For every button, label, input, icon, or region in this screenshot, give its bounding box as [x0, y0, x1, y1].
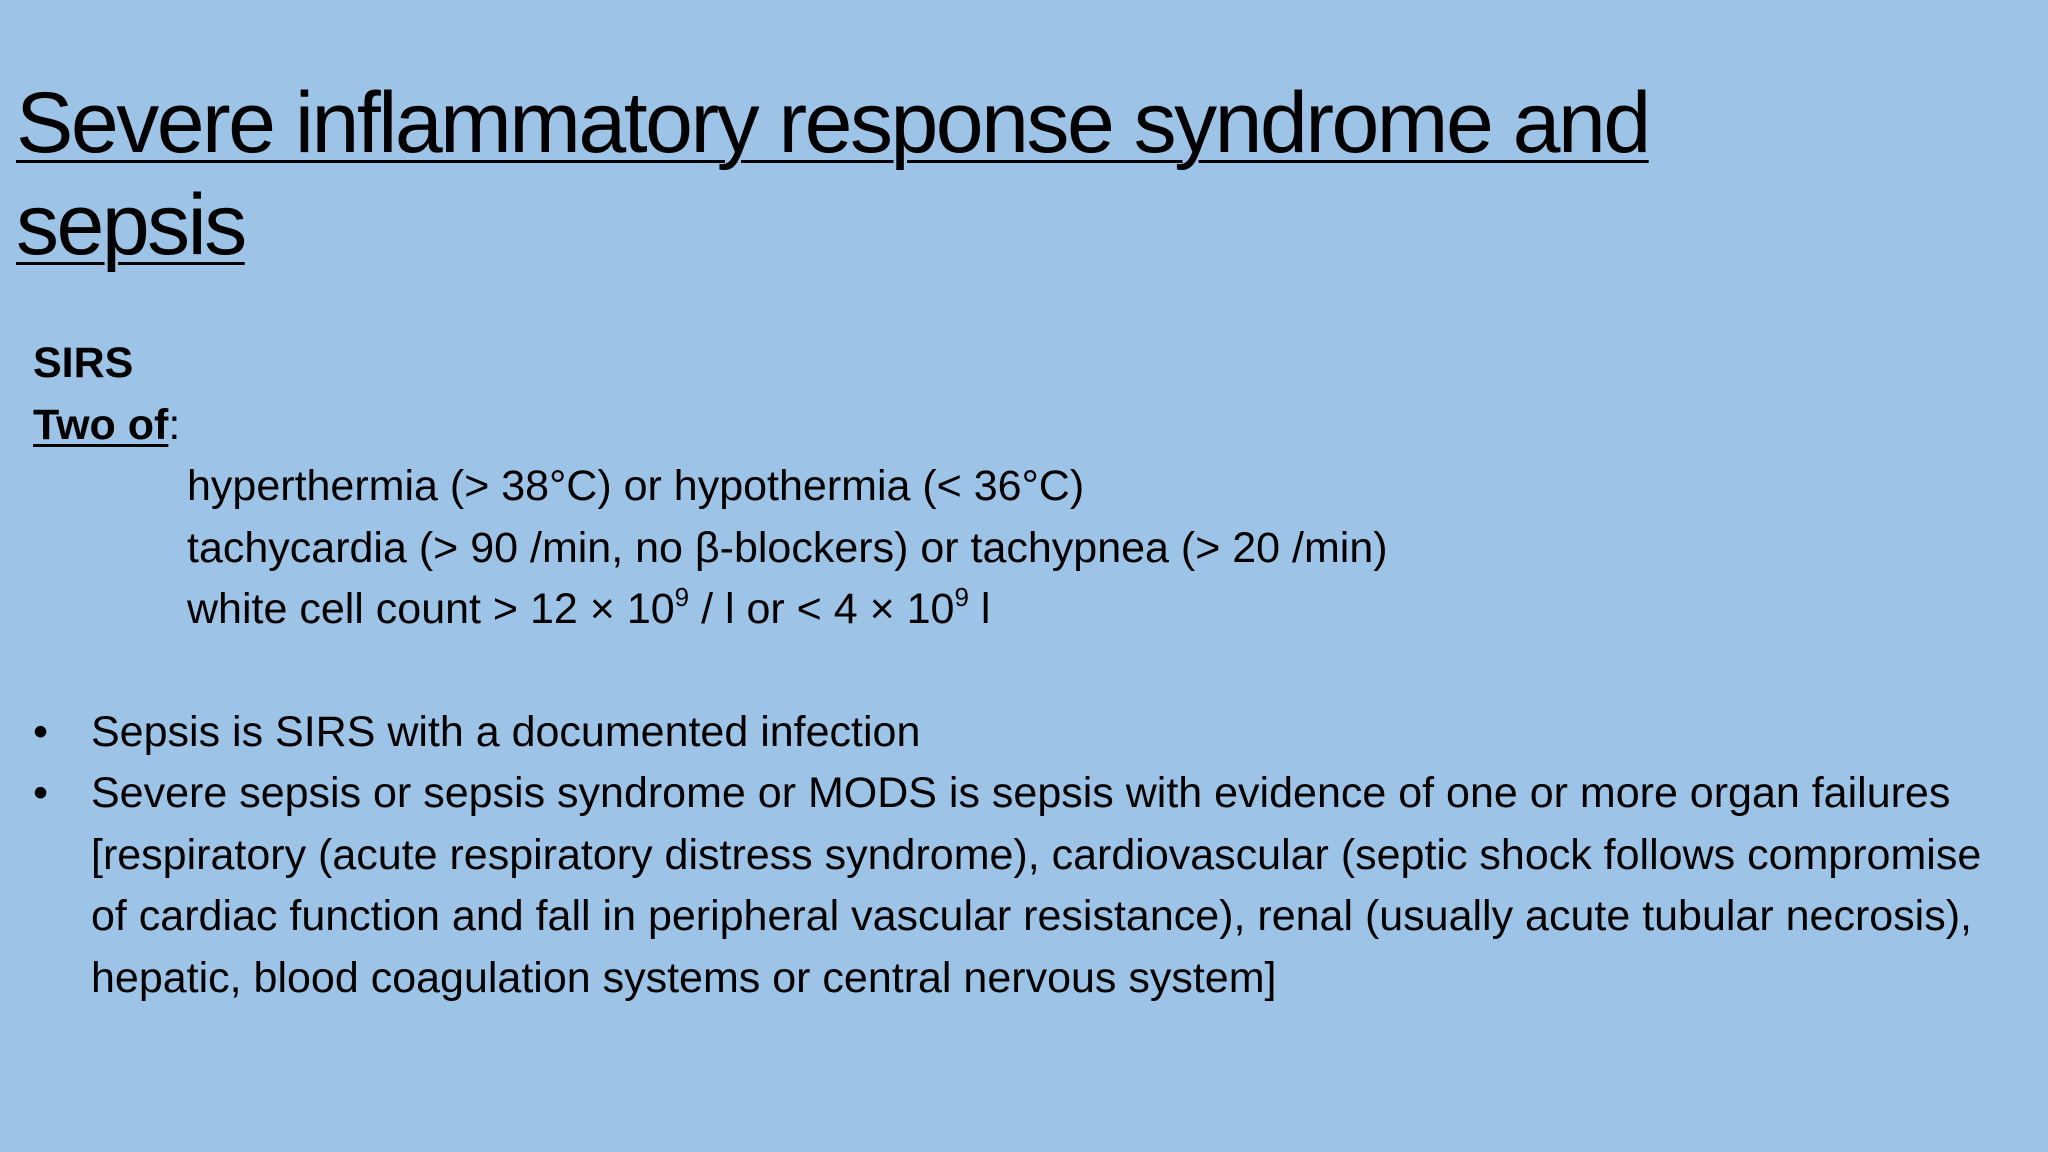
bullet-marker: • — [33, 769, 49, 817]
bullet-text: Severe sepsis or sepsis syndrome or MODS is sepsis with evidence of one or more organ failures [respiratory (acute respiratory distress syndrome), cardiovascular (septic shock follows compromise of cardiac function and fall in peripheral vascular resistance), renal (usually acute tubular necrosis), hepatic, blood coagulation systems or central nervous system] — [91, 769, 1982, 1002]
slide-title-line-2: sepsis — [16, 177, 245, 273]
sirs-criteria — [187, 456, 1983, 641]
sirs-heading: SIRS — [33, 339, 134, 387]
two-of-text: Two of — [33, 400, 169, 449]
criterion-temperature: hyperthermia (> 38°C) or hypothermia (< 36°C) — [187, 462, 1085, 510]
wbc-exponent-1: 9 — [674, 581, 690, 612]
wbc-exponent-2: 9 — [954, 581, 969, 612]
criterion-white-cell-count — [187, 579, 1983, 641]
criterion-heart-resp-rate: tachycardia (> 90 /min, no β-blockers) or tachypnea (> 20 /min) — [187, 523, 1388, 572]
wbc-text-2: / l or < 4 × 10 — [689, 585, 955, 633]
slide-title — [16, 72, 1916, 276]
two-of-label — [33, 395, 1983, 457]
bullet-list — [33, 702, 1983, 1010]
bullet-text: Sepsis is SIRS with a documented infection — [91, 707, 921, 756]
slide-title-line-1: Severe inflammatory response syndrome and — [16, 75, 1649, 171]
two-of-colon: : — [168, 400, 181, 449]
spacer — [33, 641, 1983, 702]
slide-body — [33, 333, 1983, 1009]
bullet-marker: • — [33, 707, 49, 756]
wbc-text-3: l — [968, 585, 991, 633]
bullet-item — [33, 702, 1983, 764]
bullet-item — [33, 763, 1983, 1009]
wbc-text-1: white cell count > 12 × 10 — [187, 585, 675, 633]
